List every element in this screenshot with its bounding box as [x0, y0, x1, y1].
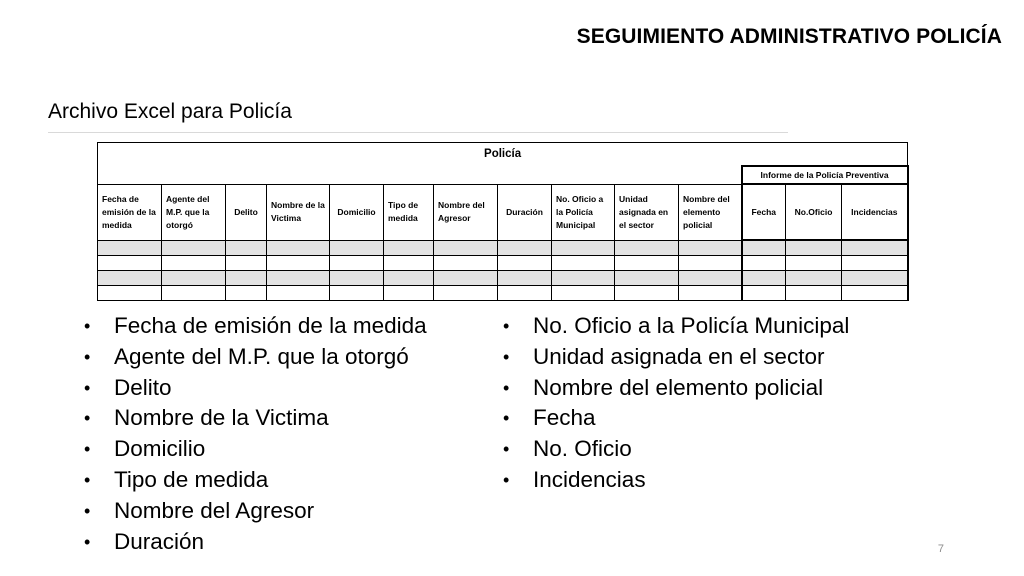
bullet-icon: • [503, 408, 510, 429]
table-row [98, 240, 908, 256]
table-title: Policía [98, 143, 908, 167]
list-item: • Duración [84, 527, 427, 558]
list-item: • Fecha [503, 403, 849, 434]
column-header: Fecha [742, 184, 786, 240]
bullet-icon: • [503, 377, 510, 398]
list-item: • No. Oficio [503, 434, 849, 465]
column-header: Nombre de la Victima [267, 184, 330, 240]
excel-sheet-table [97, 142, 907, 300]
table-row [98, 256, 908, 271]
column-header: Unidad asignada en el sector [615, 184, 679, 240]
bullet-icon: • [84, 316, 91, 336]
bullet-icon: • [84, 346, 91, 367]
column-header: Domicilio [330, 184, 384, 240]
list-item: • Delito [84, 373, 427, 404]
bullet-icon: • [84, 439, 91, 460]
list-item: • Nombre del Agresor [84, 496, 427, 527]
list-item: • No. Oficio a la Policía Municipal [503, 311, 849, 342]
list-item: • Fecha de emisión de la medida [84, 311, 427, 342]
list-item: • Nombre de la Victima [84, 403, 427, 434]
bullet-icon: • [503, 316, 510, 336]
bullet-icon: • [84, 469, 91, 490]
column-header: Delito [226, 184, 267, 240]
column-header: Nombre del elemento policial [679, 184, 742, 240]
list-item: • Unidad asignada en el sector [503, 342, 849, 373]
title-underline [48, 132, 788, 133]
list-item: • Nombre del elemento policial [503, 373, 849, 404]
bullet-icon: • [84, 377, 91, 398]
bullet-icon: • [503, 346, 510, 367]
list-item: • Domicilio [84, 434, 427, 465]
right-bullet-list [503, 311, 849, 496]
page-number: 7 [937, 543, 944, 555]
column-header: Agente del M.P. que la otorgó [162, 184, 226, 240]
column-header: Nombre del Agresor [434, 184, 498, 240]
group-title-policia-preventiva: Informe de la Policía Preventiva [742, 166, 908, 184]
table-row [98, 271, 908, 286]
bullet-icon: • [503, 439, 510, 460]
column-header: Tipo de medida [384, 184, 434, 240]
list-item: • Tipo de medida [84, 465, 427, 496]
slide-title: SEGUIMIENTO ADMINISTRATIVO POLICÍA [576, 25, 1002, 48]
list-item: • Incidencias [503, 465, 849, 496]
column-header: Fecha de emisión de la medida [98, 184, 162, 240]
table-title-spacer [98, 166, 742, 184]
bullet-icon: • [84, 531, 91, 552]
bullet-icon: • [84, 408, 91, 429]
list-item: • Agente del M.P. que la otorgó [84, 342, 427, 373]
slide-subtitle: Archivo Excel para Policía [48, 100, 292, 123]
bullet-icon: • [84, 500, 91, 521]
left-bullet-list [84, 311, 427, 557]
table-row [98, 286, 908, 301]
bullet-icon: • [503, 469, 510, 490]
column-header: No.Oficio [786, 184, 842, 240]
column-header: Duración [498, 184, 552, 240]
column-header: Incidencias [842, 184, 908, 240]
policia-table [97, 142, 909, 301]
column-header: No. Oficio a la Policía Municipal [552, 184, 615, 240]
